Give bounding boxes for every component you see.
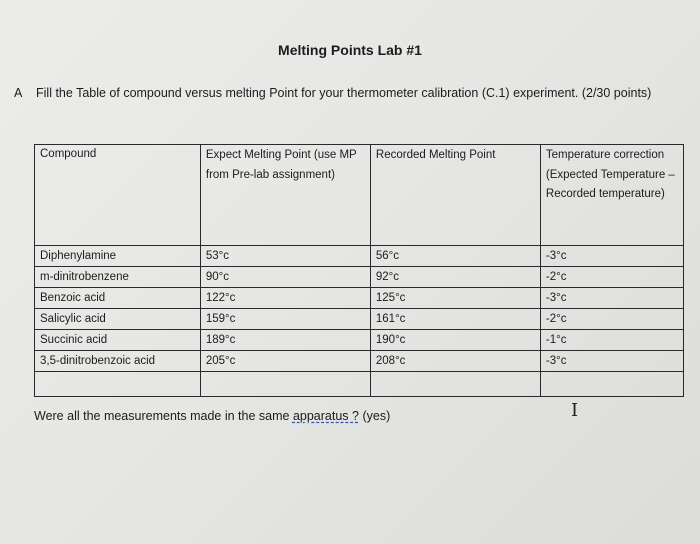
cell-correction: -2°c bbox=[540, 309, 683, 330]
question-text: Fill the Table of compound versus melting Point for your thermometer calibration (C.1) experiment. (2/30 points) bbox=[36, 86, 652, 100]
cell-recorded-mp: 56°c bbox=[370, 246, 540, 267]
cell-correction: -1°c bbox=[540, 330, 683, 351]
header-expected-mp: Expect Melting Point (use MP from Pre-lab assignment) bbox=[200, 145, 370, 246]
text-cursor-icon: I bbox=[571, 400, 579, 421]
cell-correction: -3°c bbox=[540, 246, 683, 267]
cell-correction: -3°c bbox=[540, 351, 683, 372]
header-compound: Compound bbox=[35, 145, 201, 246]
table-row bbox=[35, 330, 684, 351]
footer-answer-word: apparatus ? bbox=[292, 409, 359, 423]
cell-correction: -3°c bbox=[540, 288, 683, 309]
cell-expected-mp: 205°c bbox=[200, 351, 370, 372]
table-header-row bbox=[35, 145, 684, 246]
cell-expected-mp: 53°c bbox=[200, 246, 370, 267]
table-row bbox=[35, 351, 684, 372]
empty-table-row bbox=[35, 372, 684, 397]
empty-cell[interactable] bbox=[35, 372, 201, 397]
cell-compound: 3,5-dinitrobenzoic acid bbox=[35, 351, 201, 372]
cell-expected-mp: 90°c bbox=[200, 267, 370, 288]
cell-expected-mp: 189°c bbox=[200, 330, 370, 351]
cell-recorded-mp: 208°c bbox=[370, 351, 540, 372]
cell-expected-mp: 122°c bbox=[200, 288, 370, 309]
cell-compound: Salicylic acid bbox=[35, 309, 201, 330]
cell-correction: -2°c bbox=[540, 267, 683, 288]
cell-compound: m-dinitrobenzene bbox=[35, 267, 201, 288]
empty-cell[interactable] bbox=[540, 372, 683, 397]
table-row bbox=[35, 246, 684, 267]
cell-compound: Succinic acid bbox=[35, 330, 201, 351]
header-recorded-mp: Recorded Melting Point bbox=[370, 145, 540, 246]
cell-expected-mp: 159°c bbox=[200, 309, 370, 330]
cell-recorded-mp: 161°c bbox=[370, 309, 540, 330]
question-letter: A bbox=[14, 86, 23, 100]
empty-cell[interactable] bbox=[370, 372, 540, 397]
table-row bbox=[35, 288, 684, 309]
cell-recorded-mp: 125°c bbox=[370, 288, 540, 309]
cell-recorded-mp: 190°c bbox=[370, 330, 540, 351]
footer-question bbox=[34, 409, 390, 423]
page-title: Melting Points Lab #1 bbox=[278, 42, 422, 58]
table-row bbox=[35, 309, 684, 330]
footer-question-text: Were all the measurements made in the same bbox=[34, 409, 290, 423]
footer-answer: (yes) bbox=[362, 409, 391, 423]
cell-compound: Benzoic acid bbox=[35, 288, 201, 309]
empty-cell[interactable] bbox=[200, 372, 370, 397]
cell-recorded-mp: 92°c bbox=[370, 267, 540, 288]
table-row bbox=[35, 267, 684, 288]
cell-compound: Diphenylamine bbox=[35, 246, 201, 267]
melting-point-table bbox=[34, 144, 684, 397]
header-temperature-correction: Temperature correction (Expected Temperature – Recorded temperature) bbox=[540, 145, 683, 246]
